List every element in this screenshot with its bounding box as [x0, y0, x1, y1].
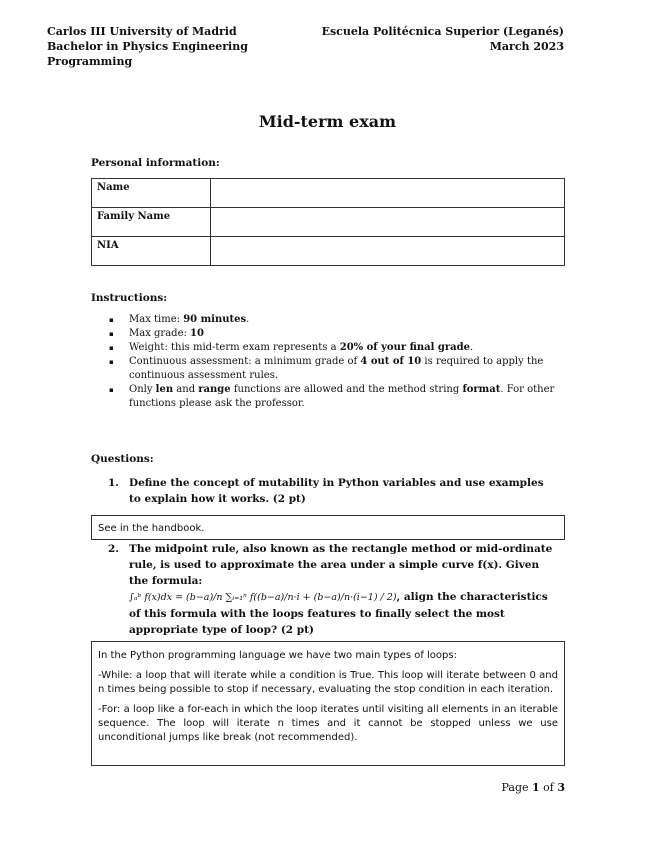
item-text: Max time: — [129, 314, 184, 325]
item-text: Weight: this mid-term exam represents a — [129, 342, 340, 353]
item-bold: range — [198, 384, 231, 395]
instructions-list — [108, 313, 558, 411]
list-item — [108, 327, 558, 341]
item-bold: 90 minutes — [183, 314, 247, 325]
table-row — [92, 179, 565, 208]
item-text: and — [173, 384, 199, 395]
item-bold: 4 out of 10 — [360, 356, 422, 367]
school-name: Escuela Politécnica Superior (Leganés) — [321, 25, 564, 38]
item-text: Only — [129, 384, 156, 395]
item-text: . — [469, 342, 474, 353]
list-item — [108, 355, 558, 383]
table-row — [92, 237, 565, 266]
current-page: 1 — [532, 781, 540, 794]
personal-info-heading: Personal information: — [91, 157, 220, 169]
question-1-number: 1. — [108, 477, 119, 489]
degree-name: Bachelor in Physics Engineering — [47, 40, 248, 53]
of-label: of — [539, 781, 558, 794]
family-name-field[interactable] — [211, 208, 565, 237]
list-item — [108, 383, 558, 411]
item-text: Continuous assessment: a minimum grade of — [129, 356, 361, 367]
header-right — [322, 24, 564, 54]
course-name: Programming — [47, 55, 133, 68]
header-left — [47, 24, 248, 69]
question-1-answer-box — [91, 515, 565, 540]
midpoint-formula: ∫ₐᵇ f(x)dx = (b−a)/n ∑ᵢ₌₁ⁿ f((b−a)/n·i + (b−a)/n·(i−1) / 2) — [129, 592, 397, 603]
item-bold: len — [155, 384, 174, 395]
item-bold: 10 — [190, 328, 204, 339]
question-1-answer: See in the handbook. — [98, 523, 205, 534]
item-text: is required to apply the continuous assessment rules. — [129, 356, 544, 381]
name-label: Name — [92, 179, 211, 208]
page-number — [501, 781, 565, 794]
question-2-text-a: The midpoint rule, also known as the rectangle method or mid-ordinate rule, is used to approximate the area under a simple curve f(x). Given the formula: — [129, 543, 553, 587]
question-2-text-b: , align the characteristics of this formula with the loops features to finally select the most appropriate type of loop? (2 pt) — [129, 591, 548, 636]
list-item — [108, 313, 558, 327]
university-name: Carlos III University of Madrid — [47, 25, 237, 38]
instructions-heading: Instructions: — [91, 292, 168, 304]
page-label: Page — [501, 781, 532, 794]
item-text: . For other functions please ask the professor. — [129, 384, 555, 409]
answer-paragraph: In the Python programming language we have two main types of loops: — [98, 650, 457, 661]
item-bold: 20% of your final grade — [339, 342, 470, 353]
item-text: Max grade: — [129, 328, 191, 339]
questions-heading: Questions: — [91, 453, 154, 465]
nia-label: NIA — [92, 237, 211, 266]
personal-info-table — [91, 178, 565, 266]
list-item — [108, 341, 558, 355]
answer-paragraph: -For: a loop like a for-each in which the loop iterates until visiting all elements in an iterable sequence. The loop will iterate n times and it cannot be stopped unless we use unconditional jumps like break (not recommended). — [98, 704, 558, 743]
item-bold: format — [462, 384, 501, 395]
question-2-text — [129, 541, 561, 638]
exam-date: March 2023 — [489, 40, 564, 53]
nia-field[interactable] — [211, 237, 565, 266]
question-1-text: Define the concept of mutability in Python variables and use examples to explain how it works. (2 pt) — [129, 477, 544, 505]
question-2-number: 2. — [108, 543, 119, 555]
family-name-label: Family Name — [92, 208, 211, 237]
item-text: . — [246, 314, 250, 325]
item-text: functions are allowed and the method string — [230, 384, 463, 395]
table-row — [92, 208, 565, 237]
total-pages: 3 — [557, 781, 565, 794]
name-field[interactable] — [211, 179, 565, 208]
answer-paragraph: -While: a loop that will iterate while a condition is True. This loop will iterate between 0 and n times being possible to stop if necessary, evaluating the stop condition in each iteration. — [98, 670, 558, 695]
question-2-answer-box — [91, 641, 565, 766]
page-title: Mid-term exam — [258, 112, 397, 131]
